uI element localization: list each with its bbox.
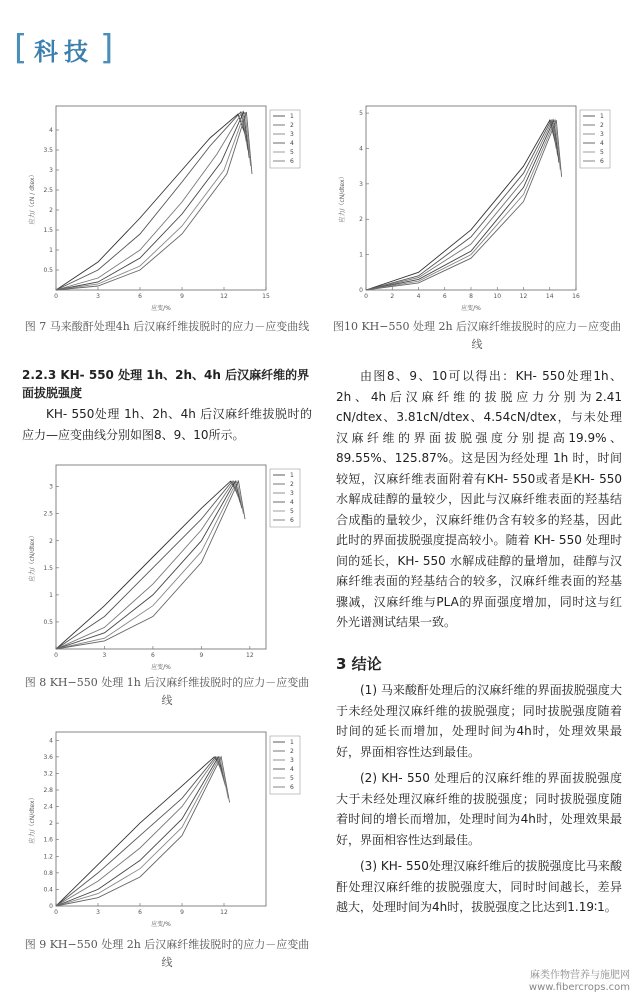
y-tick-label: 4 bbox=[359, 145, 363, 153]
series-line-5 bbox=[56, 757, 228, 906]
series-line-2 bbox=[56, 757, 224, 906]
figure-8-chart bbox=[22, 455, 312, 673]
y-tick-label: 1 bbox=[49, 591, 53, 599]
y-tick-label: 3.6 bbox=[43, 753, 53, 761]
legend-label: 4 bbox=[290, 499, 294, 506]
plot-frame bbox=[56, 106, 266, 290]
y-tick-label: 1.5 bbox=[43, 227, 53, 234]
legend-label: 5 bbox=[290, 149, 294, 156]
y-tick-label: 2 bbox=[49, 207, 53, 214]
figure-10-chart bbox=[332, 96, 622, 314]
y-tick-label: 3.2 bbox=[43, 770, 53, 778]
x-tick-label: 0 bbox=[364, 293, 368, 300]
x-tick-label: 3 bbox=[96, 293, 100, 300]
legend-label: 3 bbox=[290, 131, 294, 138]
chart-svg bbox=[22, 722, 312, 930]
legend-label: 1 bbox=[600, 113, 604, 120]
x-tick-label: 2 bbox=[390, 293, 395, 300]
legend-label: 6 bbox=[290, 784, 294, 791]
y-tick-label: 2.8 bbox=[43, 787, 53, 794]
conclusion-body bbox=[336, 680, 622, 918]
figure-9-caption: 图 9 KH−550 处理 2h 后汉麻纤维拔脱时的应力－应变曲线 bbox=[24, 938, 310, 969]
x-axis-label: 应变/% bbox=[151, 664, 171, 671]
conclusion-item-3: (3) KH- 550处理汉麻纤维后的拔脱强度比马来酸酐处理汉麻纤维的拔脱强度大，同时时间越长，差异越大，处理时间为4h时，拔脱强度之比达到1.19∶1。 bbox=[336, 859, 622, 914]
x-tick-label: 16 bbox=[572, 293, 580, 300]
conclusion-heading: 3 结论 bbox=[336, 655, 382, 673]
section-2-2-3-body bbox=[22, 404, 312, 445]
page-header bbox=[0, 0, 640, 72]
x-tick-label: 3 bbox=[96, 909, 100, 916]
site-watermark bbox=[529, 970, 630, 994]
y-axis-label: 应力/（cN/dtex） bbox=[29, 532, 36, 582]
y-axis-label: 应力/（cN/dtex） bbox=[29, 794, 36, 844]
chart-svg bbox=[22, 455, 312, 673]
y-tick-label: 2 bbox=[49, 820, 53, 828]
y-tick-label: 2.5 bbox=[43, 510, 53, 518]
x-axis-label: 应变/% bbox=[151, 305, 171, 312]
y-tick-label: 1.2 bbox=[43, 853, 53, 861]
legend-label: 3 bbox=[290, 490, 294, 497]
y-tick-label: 1 bbox=[49, 247, 53, 254]
y-tick-label: 3 bbox=[359, 180, 363, 188]
y-tick-label: 4 bbox=[49, 737, 53, 745]
series-line-3 bbox=[56, 757, 225, 906]
x-tick-label: 10 bbox=[493, 293, 502, 300]
y-tick-label: 1.6 bbox=[43, 836, 53, 844]
y-tick-label: 0.8 bbox=[43, 869, 53, 877]
y-tick-label: 1.5 bbox=[43, 564, 53, 572]
legend-label: 1 bbox=[290, 472, 294, 479]
y-tick-label: 2.4 bbox=[43, 803, 53, 811]
x-tick-label: 12 bbox=[519, 293, 528, 300]
series-line-1 bbox=[56, 481, 237, 649]
x-tick-label: 6 bbox=[151, 652, 155, 659]
series-line-2 bbox=[366, 120, 556, 290]
x-tick-label: 0 bbox=[54, 652, 58, 659]
x-axis-label: 应变/% bbox=[461, 305, 481, 312]
x-tick-label: 6 bbox=[442, 293, 447, 300]
x-tick-label: 4 bbox=[416, 293, 421, 300]
x-tick-label: 0 bbox=[54, 909, 58, 916]
series-line-3 bbox=[366, 120, 558, 290]
y-tick-label: 2.5 bbox=[43, 187, 53, 194]
x-tick-label: 9 bbox=[199, 652, 204, 659]
x-tick-label: 6 bbox=[138, 909, 142, 916]
x-tick-label: 12 bbox=[220, 293, 228, 300]
legend-label: 1 bbox=[290, 739, 294, 746]
x-axis-label: 应变/% bbox=[151, 921, 171, 928]
header-title: 科技 bbox=[34, 38, 94, 66]
x-tick-label: 9 bbox=[180, 293, 184, 300]
legend-box bbox=[270, 736, 300, 794]
series-line-5 bbox=[366, 120, 560, 290]
figure-7-caption: 图 7 马来酸酐处理4h 后汉麻纤维拔脱时的应力－应变曲线 bbox=[24, 320, 310, 333]
conclusion-item-2: (2) KH- 550 处理后的汉麻纤维的界面拔脱强度大于未经处理汉麻纤维的拔脱强度；同时拔脱强度随着时间的增长而增加，处理时间为4h时，处理效果最好，界面相容性达到最佳。 bbox=[336, 771, 622, 847]
legend-label: 2 bbox=[290, 122, 294, 129]
series-line-1 bbox=[366, 120, 555, 290]
x-tick-label: 0 bbox=[54, 293, 58, 300]
figure-7-chart bbox=[22, 96, 312, 314]
chart-svg bbox=[22, 96, 312, 314]
x-tick-label: 8 bbox=[469, 293, 473, 300]
series-line-6 bbox=[56, 112, 252, 290]
legend-label: 4 bbox=[600, 140, 604, 147]
figure-9-chart bbox=[22, 722, 312, 930]
watermark-line-1: 麻类作物营养与施肥网 bbox=[530, 970, 630, 981]
legend-box bbox=[270, 110, 300, 168]
series-line-3 bbox=[56, 112, 248, 290]
results-discussion bbox=[336, 366, 622, 633]
header-bracket-open: [ bbox=[14, 28, 28, 68]
y-tick-label: 2 bbox=[359, 216, 363, 224]
series-line-4 bbox=[366, 120, 559, 290]
legend-label: 3 bbox=[600, 131, 604, 138]
x-tick-label: 3 bbox=[102, 652, 107, 659]
series-line-2 bbox=[56, 481, 239, 649]
y-tick-label: 3 bbox=[49, 167, 53, 174]
series-line-1 bbox=[56, 114, 245, 290]
y-tick-label: 3 bbox=[49, 483, 53, 491]
series-line-6 bbox=[366, 120, 562, 290]
legend-box bbox=[580, 110, 610, 168]
series-line-5 bbox=[56, 112, 251, 290]
watermark-line-2: www.fibercrops.com bbox=[528, 982, 630, 993]
plot-frame bbox=[56, 732, 266, 906]
legend-label: 1 bbox=[290, 113, 294, 120]
y-axis-label: 应力/（cN/dtex） bbox=[339, 173, 346, 223]
y-axis-label: 应力/（cN / dtex） bbox=[29, 171, 36, 225]
y-tick-label: 4 bbox=[49, 127, 53, 134]
y-tick-label: 0.5 bbox=[43, 267, 53, 274]
legend-label: 3 bbox=[290, 757, 294, 764]
legend-label: 6 bbox=[600, 158, 604, 165]
section-2-2-3-paragraph: KH- 550处理 1h、2h、4h 后汉麻纤维拔脱时的应力—应变曲线分别如图8、9、10所示。 bbox=[22, 407, 312, 442]
y-tick-label: 0.4 bbox=[43, 886, 53, 894]
figure-8-caption: 图 8 KH−550 处理 1h 后汉麻纤维拔脱时的应力－应变曲线 bbox=[24, 676, 310, 707]
chart-svg bbox=[332, 96, 622, 314]
y-tick-label: 5 bbox=[359, 110, 363, 118]
legend-label: 6 bbox=[290, 517, 294, 524]
header-bracket-close: ] bbox=[100, 28, 114, 68]
legend-label: 5 bbox=[290, 508, 294, 515]
legend-label: 4 bbox=[290, 766, 294, 773]
series-line-2 bbox=[56, 112, 246, 290]
legend-label: 5 bbox=[600, 149, 604, 156]
x-tick-label: 15 bbox=[262, 293, 270, 300]
legend-label: 6 bbox=[290, 158, 294, 165]
results-paragraph: 由图8、9、10可以得出：KH- 550处理1h、2h、4h后汉麻纤维的拔脱应力分别为2.41 cN/dtex、3.81cN/dtex、4.54cN/dtex，与未处理汉麻纤维的界面拔脱强度分别提高19.9%、89.55%、125.87%。这是因为经处理 1h 时，时间较短，汉麻纤维表面附着有KH- 550或者是KH- 550水解成硅醇的量较少，因此与汉麻纤维表面的羟基结合成酯的量较少，汉麻纤维仍含有较多的羟基，因此此时的界面拔脱强度提高较小。随着 KH- 550 处理时间的延长，KH- 550 水解成硅醇的量增加，硅醇与汉麻纤维表面的羟基结合的较多，汉麻纤维表面的羟基骤减，汉麻纤维与PLA的界面强度增加，同时这与红外光谱测试结果一致。 bbox=[336, 369, 622, 629]
legend-box bbox=[270, 469, 300, 527]
y-tick-label: 2 bbox=[49, 537, 53, 545]
series-line-6 bbox=[56, 757, 230, 906]
series-line-4 bbox=[56, 112, 249, 290]
figure-10-caption: 图10 KH−550 处理 2h 后汉麻纤维拔脱时的应力－应变曲线 bbox=[332, 320, 622, 351]
y-tick-label: 1 bbox=[359, 251, 363, 259]
legend-label: 2 bbox=[290, 481, 294, 488]
legend-label: 2 bbox=[290, 748, 294, 755]
legend-label: 4 bbox=[290, 140, 294, 147]
x-tick-label: 14 bbox=[545, 293, 554, 300]
section-2-2-3-heading: 2.2.3 KH- 550 处理 1h、2h、4h 后汉麻纤维的界面拔脱强度 bbox=[22, 368, 310, 400]
y-tick-label: 0.5 bbox=[43, 618, 53, 626]
x-tick-label: 12 bbox=[246, 652, 254, 659]
legend-label: 2 bbox=[600, 122, 604, 129]
y-tick-label: 3.5 bbox=[43, 147, 53, 154]
x-tick-label: 12 bbox=[220, 909, 228, 916]
legend-label: 5 bbox=[290, 775, 294, 782]
x-tick-label: 6 bbox=[138, 293, 142, 300]
y-tick-label: 0 bbox=[359, 287, 363, 294]
y-tick-label: 0 bbox=[49, 903, 53, 910]
conclusion-item-1: (1) 马来酸酐处理后的汉麻纤维的界面拔脱强度大于未经处理汉麻纤维的拔脱强度；同时拔脱强度随着时间的延长而增加，处理时间为4h时，处理效果最好，界面相容性达到最佳。 bbox=[336, 683, 622, 759]
x-tick-label: 9 bbox=[180, 909, 184, 916]
